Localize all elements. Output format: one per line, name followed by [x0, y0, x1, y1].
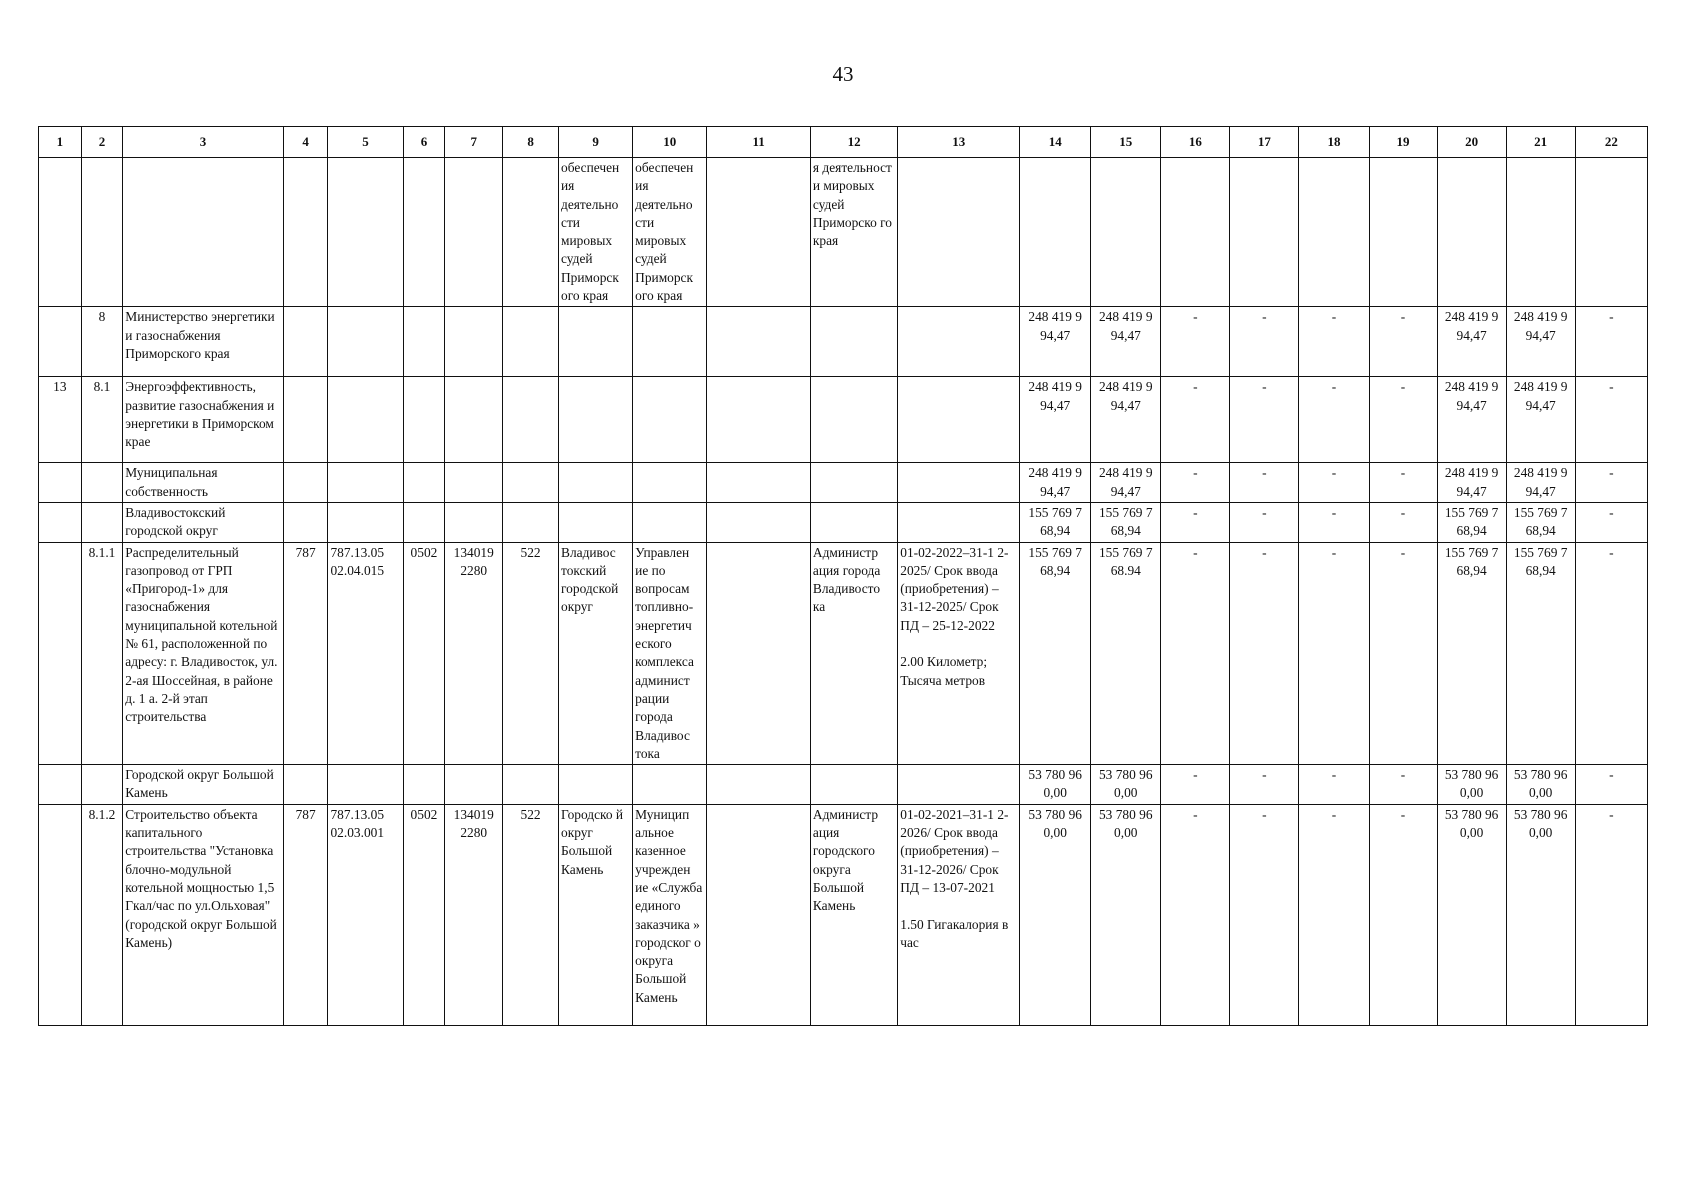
cell-col-2: 8	[81, 307, 123, 377]
cell-col-6	[403, 765, 445, 805]
cell-col-22: -	[1575, 542, 1647, 765]
column-header-8: 8	[503, 127, 559, 158]
column-header-5: 5	[328, 127, 403, 158]
cell-col-13	[898, 307, 1020, 377]
cell-col-6	[403, 158, 445, 307]
column-header-3: 3	[123, 127, 283, 158]
column-header-14: 14	[1020, 127, 1091, 158]
column-header-16: 16	[1161, 127, 1230, 158]
column-header-15: 15	[1091, 127, 1161, 158]
cell-col-2	[81, 158, 123, 307]
cell-col-1	[39, 765, 82, 805]
column-header-13: 13	[898, 127, 1020, 158]
cell-col-21: 248 419 9 94,47	[1506, 307, 1575, 377]
cell-col-9: Городско й округ Большой Камень	[559, 804, 633, 1025]
cell-col-18: -	[1299, 377, 1369, 463]
cell-col-7	[445, 502, 503, 542]
cell-col-9	[559, 502, 633, 542]
cell-col-15: 53 780 96 0,00	[1091, 765, 1161, 805]
cell-col-20: 155 769 7 68,94	[1437, 542, 1506, 765]
cell-col-8	[503, 765, 559, 805]
column-header-12: 12	[810, 127, 897, 158]
cell-col-11	[707, 765, 811, 805]
cell-col-4: 787	[283, 804, 328, 1025]
cell-col-18: -	[1299, 463, 1369, 503]
cell-col-14	[1020, 158, 1091, 307]
cell-col-12: Администр ация городского округа Большой Камень	[810, 804, 897, 1025]
cell-col-5: 787.13.05 02.04.015	[328, 542, 403, 765]
cell-col-12	[810, 463, 897, 503]
cell-col-18: -	[1299, 542, 1369, 765]
cell-col-13: 01-02-2022–31-1 2-2025/ Срок ввода (приобретения) – 31-12-2025/ Срок ПД – 25-12-2022 2.00 Километр; Тысяча метров	[898, 542, 1020, 765]
cell-col-17: -	[1230, 804, 1299, 1025]
cell-col-22: -	[1575, 377, 1647, 463]
row-program	[39, 377, 1648, 463]
cell-col-17: -	[1230, 502, 1299, 542]
cell-col-1	[39, 542, 82, 765]
cell-col-2: 8.1	[81, 377, 123, 463]
row-continuation	[39, 158, 1648, 307]
cell-col-18	[1299, 158, 1369, 307]
cell-col-7: 134019 2280	[445, 542, 503, 765]
cell-col-17: -	[1230, 463, 1299, 503]
cell-col-3: Городской округ Большой Камень	[123, 765, 283, 805]
cell-col-20: 248 419 9 94,47	[1437, 377, 1506, 463]
cell-col-7	[445, 158, 503, 307]
cell-col-16: -	[1161, 804, 1230, 1025]
cell-col-9	[559, 307, 633, 377]
cell-col-5	[328, 463, 403, 503]
cell-col-13	[898, 502, 1020, 542]
cell-col-8: 522	[503, 542, 559, 765]
cell-col-6	[403, 463, 445, 503]
column-header-19: 19	[1369, 127, 1437, 158]
cell-col-1	[39, 463, 82, 503]
column-header-10: 10	[633, 127, 707, 158]
cell-col-20: 155 769 7 68,94	[1437, 502, 1506, 542]
cell-col-22: -	[1575, 804, 1647, 1025]
cell-col-5	[328, 765, 403, 805]
table-body	[39, 127, 1648, 1026]
cell-col-20: 248 419 9 94,47	[1437, 463, 1506, 503]
cell-col-14: 248 419 9 94,47	[1020, 463, 1091, 503]
cell-col-20: 248 419 9 94,47	[1437, 307, 1506, 377]
cell-col-21: 155 769 7 68,94	[1506, 502, 1575, 542]
cell-col-22: -	[1575, 307, 1647, 377]
cell-col-21: 53 780 96 0,00	[1506, 804, 1575, 1025]
cell-col-21: 155 769 7 68,94	[1506, 542, 1575, 765]
cell-col-4	[283, 377, 328, 463]
row-bolshoy-kamen	[39, 765, 1648, 805]
cell-col-9: обеспечен ия деятельно сти мировых судей Приморск ого края	[559, 158, 633, 307]
cell-col-18: -	[1299, 307, 1369, 377]
cell-col-12: я деятельност и мировых судей Приморско го края	[810, 158, 897, 307]
page-number: 43	[832, 62, 854, 86]
column-header-22: 22	[1575, 127, 1647, 158]
cell-col-2	[81, 502, 123, 542]
cell-col-20	[1437, 158, 1506, 307]
budget-table	[38, 126, 1648, 1026]
cell-col-7	[445, 377, 503, 463]
cell-col-16: -	[1161, 463, 1230, 503]
cell-col-15: 248 419 9 94,47	[1091, 307, 1161, 377]
cell-col-1	[39, 804, 82, 1025]
cell-col-22: -	[1575, 765, 1647, 805]
cell-col-8	[503, 307, 559, 377]
cell-col-4: 787	[283, 542, 328, 765]
cell-col-11	[707, 158, 811, 307]
cell-col-11	[707, 542, 811, 765]
cell-col-8: 522	[503, 804, 559, 1025]
cell-col-14: 53 780 96 0,00	[1020, 804, 1091, 1025]
cell-col-19	[1369, 158, 1437, 307]
column-header-7: 7	[445, 127, 503, 158]
cell-col-2: 8.1.1	[81, 542, 123, 765]
cell-col-7	[445, 765, 503, 805]
column-header-1: 1	[39, 127, 82, 158]
cell-col-3	[123, 158, 283, 307]
cell-col-3: Энергоэффективность, развитие газоснабжения и энергетики в Приморском крае	[123, 377, 283, 463]
column-header-18: 18	[1299, 127, 1369, 158]
cell-col-12: Администр ация города Владивосто ка	[810, 542, 897, 765]
cell-col-17	[1230, 158, 1299, 307]
cell-col-10	[633, 377, 707, 463]
cell-col-10	[633, 502, 707, 542]
cell-col-16	[1161, 158, 1230, 307]
cell-col-19: -	[1369, 377, 1437, 463]
cell-col-17: -	[1230, 542, 1299, 765]
cell-col-16: -	[1161, 542, 1230, 765]
cell-col-11	[707, 463, 811, 503]
cell-col-15: 248 419 9 94,47	[1091, 463, 1161, 503]
cell-col-14: 248 419 9 94,47	[1020, 377, 1091, 463]
cell-col-3: Распределительный газопровод от ГРП «Пригород-1» для газоснабжения муниципальной котельной № 61, расположенной по адресу: г. Владивосток, ул. 2-ая Шоссейная, в районе д. 1 а. 2-й этап строительства	[123, 542, 283, 765]
cell-col-14: 155 769 7 68,94	[1020, 542, 1091, 765]
cell-col-10	[633, 463, 707, 503]
cell-col-1	[39, 307, 82, 377]
column-header-2: 2	[81, 127, 123, 158]
column-number-header	[39, 127, 1648, 158]
cell-col-12	[810, 377, 897, 463]
cell-col-11	[707, 307, 811, 377]
cell-col-3: Муниципальная собственность	[123, 463, 283, 503]
column-header-4: 4	[283, 127, 328, 158]
cell-col-15: 155 769 7 68,94	[1091, 502, 1161, 542]
cell-col-15: 155 769 7 68.94	[1091, 542, 1161, 765]
row-vladivostok	[39, 502, 1648, 542]
cell-col-8	[503, 463, 559, 503]
cell-col-7: 134019 2280	[445, 804, 503, 1025]
cell-col-22: -	[1575, 502, 1647, 542]
cell-col-16: -	[1161, 377, 1230, 463]
cell-col-13	[898, 158, 1020, 307]
cell-col-19: -	[1369, 502, 1437, 542]
cell-col-11	[707, 502, 811, 542]
cell-col-13: 01-02-2021–31-1 2-2026/ Срок ввода (приобретения) – 31-12-2026/ Срок ПД – 13-07-2021 1.50 Гигакалория в час	[898, 804, 1020, 1025]
cell-col-16: -	[1161, 307, 1230, 377]
cell-col-7	[445, 463, 503, 503]
cell-col-18: -	[1299, 765, 1369, 805]
cell-col-19: -	[1369, 307, 1437, 377]
column-header-17: 17	[1230, 127, 1299, 158]
cell-col-3: Министерство энергетики и газоснабжения Приморского края	[123, 307, 283, 377]
cell-col-11	[707, 804, 811, 1025]
row-8-1-2	[39, 804, 1648, 1025]
cell-col-13	[898, 463, 1020, 503]
cell-col-1	[39, 158, 82, 307]
cell-col-15: 53 780 96 0,00	[1091, 804, 1161, 1025]
cell-col-17: -	[1230, 377, 1299, 463]
cell-col-5	[328, 502, 403, 542]
cell-col-10	[633, 765, 707, 805]
cell-col-16: -	[1161, 765, 1230, 805]
cell-col-14: 248 419 9 94,47	[1020, 307, 1091, 377]
cell-col-8	[503, 377, 559, 463]
cell-col-2	[81, 463, 123, 503]
cell-col-19: -	[1369, 542, 1437, 765]
cell-col-19: -	[1369, 804, 1437, 1025]
cell-col-12	[810, 765, 897, 805]
cell-col-2: 8.1.2	[81, 804, 123, 1025]
cell-col-20: 53 780 96 0,00	[1437, 804, 1506, 1025]
cell-col-4	[283, 463, 328, 503]
column-header-6: 6	[403, 127, 445, 158]
row-8-1-1	[39, 542, 1648, 765]
cell-col-16: -	[1161, 502, 1230, 542]
cell-col-7	[445, 307, 503, 377]
cell-col-8	[503, 502, 559, 542]
cell-col-4	[283, 502, 328, 542]
cell-col-19: -	[1369, 463, 1437, 503]
column-header-21: 21	[1506, 127, 1575, 158]
cell-col-5	[328, 307, 403, 377]
cell-col-15	[1091, 158, 1161, 307]
cell-col-19: -	[1369, 765, 1437, 805]
cell-col-6	[403, 377, 445, 463]
cell-col-14: 155 769 7 68,94	[1020, 502, 1091, 542]
cell-col-13	[898, 765, 1020, 805]
cell-col-22: -	[1575, 463, 1647, 503]
cell-col-21: 248 419 9 94,47	[1506, 463, 1575, 503]
cell-col-22	[1575, 158, 1647, 307]
cell-col-17: -	[1230, 765, 1299, 805]
cell-col-5	[328, 377, 403, 463]
cell-col-14: 53 780 96 0,00	[1020, 765, 1091, 805]
row-municipal	[39, 463, 1648, 503]
cell-col-12	[810, 307, 897, 377]
cell-col-1: 13	[39, 377, 82, 463]
cell-col-20: 53 780 96 0,00	[1437, 765, 1506, 805]
cell-col-6	[403, 307, 445, 377]
row-ministry	[39, 307, 1648, 377]
cell-col-5: 787.13.05 02.03.001	[328, 804, 403, 1025]
cell-col-2	[81, 765, 123, 805]
cell-col-3: Строительство объекта капитального строительства "Установка блочно-модульной котельной мощностью 1,5 Гкал/час по ул.Ольховая" (городской округ Большой Камень)	[123, 804, 283, 1025]
cell-col-18: -	[1299, 804, 1369, 1025]
cell-col-9: Владивос токский городской округ	[559, 542, 633, 765]
cell-col-8	[503, 158, 559, 307]
cell-col-10: обеспечен ия деятельно сти мировых судей Приморск ого края	[633, 158, 707, 307]
cell-col-10	[633, 307, 707, 377]
cell-col-9	[559, 377, 633, 463]
cell-col-21: 248 419 9 94,47	[1506, 377, 1575, 463]
cell-col-12	[810, 502, 897, 542]
cell-col-1	[39, 502, 82, 542]
column-header-11: 11	[707, 127, 811, 158]
cell-col-21: 53 780 96 0,00	[1506, 765, 1575, 805]
cell-col-15: 248 419 9 94,47	[1091, 377, 1161, 463]
cell-col-11	[707, 377, 811, 463]
cell-col-3: Владивостокский городской округ	[123, 502, 283, 542]
cell-col-4	[283, 307, 328, 377]
column-header-20: 20	[1437, 127, 1506, 158]
cell-col-17: -	[1230, 307, 1299, 377]
cell-col-6: 0502	[403, 804, 445, 1025]
cell-col-10: Муницип альное казенное учрежден ие «Служба единого заказчика » городског о округа Большой Камень	[633, 804, 707, 1025]
cell-col-18: -	[1299, 502, 1369, 542]
cell-col-21	[1506, 158, 1575, 307]
cell-col-10: Управлен ие по вопросам топливно- энергетич еского комплекса админист рации города Владивос тока	[633, 542, 707, 765]
cell-col-4	[283, 765, 328, 805]
cell-col-9	[559, 765, 633, 805]
cell-col-6	[403, 502, 445, 542]
cell-col-9	[559, 463, 633, 503]
cell-col-5	[328, 158, 403, 307]
cell-col-6: 0502	[403, 542, 445, 765]
cell-col-13	[898, 377, 1020, 463]
column-header-9: 9	[559, 127, 633, 158]
cell-col-4	[283, 158, 328, 307]
